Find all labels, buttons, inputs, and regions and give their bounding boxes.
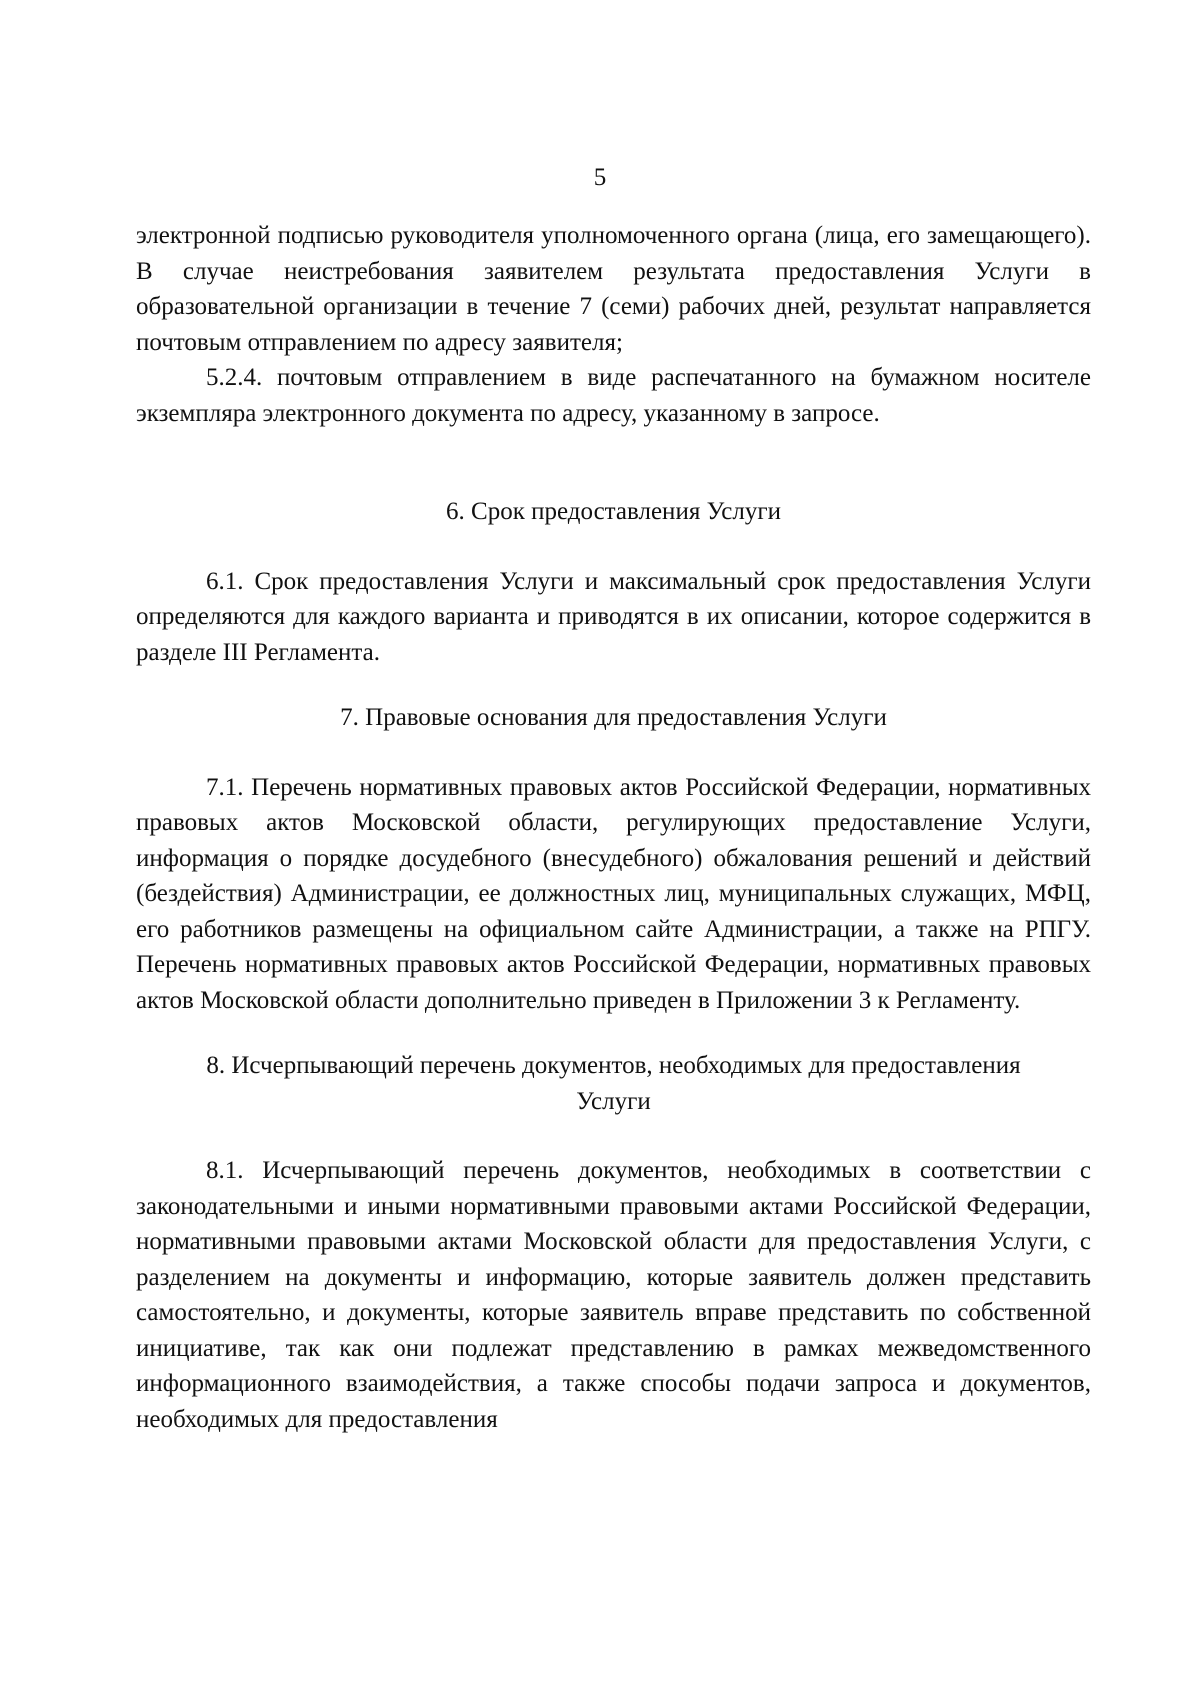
spacer [136, 1018, 1091, 1048]
spacer [136, 530, 1091, 564]
section-heading-8-line-1: 8. Исчерпывающий перечень документов, необходимых для предоставления [206, 1052, 1021, 1079]
spacer [136, 431, 1091, 494]
paragraph-continuation: электронной подписью руководителя уполномоченного органа (лица, его замещающего). В случае неистребования заявителем результата предоставления Услуги в образовательной организации в течение 7 (семи) рабочих дней, результат направляется почтовым отправлением по адресу заявителя; [136, 222, 1091, 356]
paragraph-8-1: 8.1. Исчерпывающий перечень документов, необходимых в соответствии с законодательными и иными нормативными правовыми актами Российской Федерации, нормативными правовыми актами Московской области для предоставления Услуги, с разделением на документы и информацию, которые заявитель должен представить самостоятельно, и документы, которые заявитель вправе представить по собственной инициативе, так как они подлежат представлению в рамках межведомственного информационного взаимодействия, а также способы подачи запроса и документов, необходимых для предоставления [136, 1157, 1091, 1433]
page-number: 5 [593, 164, 607, 191]
paragraph-7-1: 7.1. Перечень нормативных правовых актов Российской Федерации, нормативных правовых актов Московской области, регулирующих предоставление Услуги, информация о порядке досудебного (внесудебного) обжалования решений и действий (бездействия) Администрации, ее должностных лиц, муниципальных служащих, МФЦ, его работников размещены на официальном сайте Администрации, а также на РПГУ. Перечень нормативных правовых актов Российской Федерации, нормативных правовых актов Московской области дополнительно приведен в Приложении 3 к Регламенту. [136, 773, 1091, 1014]
spacer [136, 1119, 1091, 1153]
section-heading-7: 7. Правовые основания для предоставления Услуги [340, 704, 887, 731]
paragraph-6-1: 6.1. Срок предоставления Услуги и максимальный срок предоставления Услуги определяются для каждого варианта и приводятся в их описании, которое содержится в разделе III Регламента. [136, 567, 1091, 666]
spacer [136, 736, 1091, 770]
spacer [136, 670, 1091, 700]
section-heading-8-line-2: Услуги [576, 1087, 651, 1115]
section-heading-6: 6. Срок предоставления Услуги [446, 498, 781, 525]
document-body [136, 218, 1091, 1437]
paragraph-5-2-4: 5.2.4. почтовым отправлением в виде распечатанного на бумажном носителе экземпляра электронного документа по адресу, указанному в запросе. [136, 364, 1091, 427]
